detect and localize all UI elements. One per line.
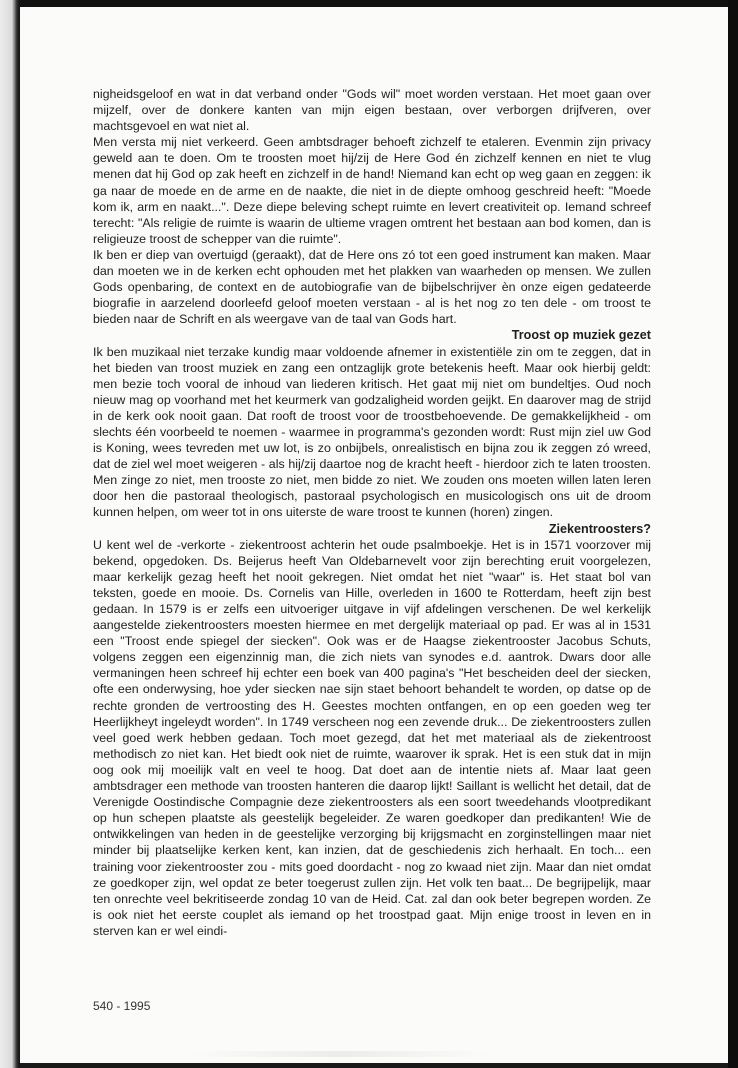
paragraph-music: Ik ben muzikaal niet terzake kundig maar voldoende afnemer in existentiële zin om te zeggen, dat in het bieden van troost muziek en zang een ontzaglijk grote betekenis heeft. Maar ook hierbij geldt: men bezie toch vooral de inhoud van liederen kritisch. Het gaat mij niet om bundeltjes. Oud noch nieuw mag op voorhand met het keurmerk van godzaligheid worden geijkt. En daarover mag de strijd in de kerk ook nooit gaan. Dat rooft de troost voor de troostbehoevende. De gemakkelijkheid - om slechts één voorbeeld te noemen - waarmee in programma's gezonden wordt: Rust mijn ziel uw God is Koning, wees tevreden met uw lot, is zo onbijbels, onrealistisch en bijna zou ik zeggen zó wreed, dat de ziel wel moet weigeren - als hij/zij daartoe nog de kracht heeft - hierdoor zich te laten troosten. Men zinge zo niet, men trooste zo niet, men bidde zo niet. We zouden ons moeten willen laten leren door hen die pastoraal theologisch, pastoraal psychologisch en musicologisch ons uit de droom kunnen helpen, om weer tot in ons uiterste de ware troost te kunnen (horen) zingen.	[93, 344, 651, 520]
section-heading-music: Troost op muziek gezet	[511, 328, 651, 343]
paragraph-conviction: Ik ben er diep van overtuigd (geraakt), dat de Here ons zó tot een goed instrument kan maken. Maar dan moeten we in de kerken echt ophouden met het plakken van waarheden op mensen. We zullen Gods openbaring, de context en de autobiografie van de bijbelschrijver èn onze eigen gedateerde biografie in aarzelend doorleefd geloof moeten verstaan - al is het nog zo ten dele - om troost te bieden naar de Schrift en als weergave van de taal van Gods hart.	[93, 247, 651, 327]
scan-smudge	[190, 1051, 490, 1057]
article-body	[93, 86, 651, 939]
page-number: 540 - 1995	[93, 999, 151, 1013]
section-heading-ziekentroosters: Ziekentroosters?	[548, 521, 651, 536]
paragraph-ziekentroost: U kent wel de -verkorte - ziekentroost achterin het oude psalmboekje. Het is in 1571 voorzover mij bekend, opgedoken. Ds. Beijerus heeft Van Oldebarnevelt voor zijn berechting eruit voorgelezen, maar kerkelijk gezag heeft het nooit gekregen. Niet omdat het niet "waar" is. Het staat bol van teksten, goede en mooie. Ds. Cornelis van Hille, overleden in 1600 te Rotterdam, heeft zijn best gedaan. In 1579 is er zelfs een uitvoeriger uitgave in vijf afdelingen verschenen. De wel kerkelijk aangestelde ziekentroosters moesten hiermee en met dergelijk materiaal op pad. Er was al in 1531 een "Troost ende spiegel der siecken". Ook was er de Haagse ziekentrooster Jacobus Schuts, volgens zeggen een eigenzinnig man, die zich niets van synodes e.d. aantrok. Dwars door alle vermaningen heen schreef hij echter een boek van 400 pagina's "Het bescheiden deel der siecken, ofte een onderwysing, hoe yder siecken nae sijn staet behoort behandelt te worden, op datse op de rechte gronden de vertroosting des H. Geestes mochten ontfangen, en op een goeden weg ter Heerlijkheyt ingeleydt worden". In 1749 verscheen nog een zevende druk... De ziekentroosters zullen veel goed werk hebben gedaan. Toch moet gezegd, dat het met materiaal als de ziekentroost methodisch zo niet kan. Het biedt ook niet de ruimte, waarover ik sprak. Het is een stuk dat in mijn oog ook mij moeilijk valt en veel te hoog. Dat doet aan de intentie niets af. Maar laat geen ambtsdrager een methode van troosten hanteren die daarop lijkt! Saillant is wellicht het detail, dat de Verenigde Oostindische Compagnie deze ziekentroosters als een soort tweedehands vlootpredikant op hun schepen plaatste als geestelijk begeleider. Ze waren goedkoper dan predikanten! Wie de ontwikkelingen van heden in de geestelijke verzorging bij krijgsmacht en zorginstellingen maar niet minder bij plaatselijke kerken kent, kan inzien, dat de geschiedenis zich herhaalt. En toch... een training voor ziekentrooster zou - mits goed doordacht - nog zo kwaad niet zijn. Maar dan niet omdat ze goedkoper zijn, wel opdat ze beter toegerust zullen zijn. Het volk ten baat... De begrijpelijk, maar ten onrechte veel bekritiseerde zondag 10 van de Heid. Cat. zal dan ook beter begrepen worden. Ze is ook niet het eerste couplet als iemand op het troostpad gaat. Mijn enige troost in leven en in sterven kan er wel eindi-	[93, 537, 651, 938]
paragraph-privacy: Men versta mij niet verkeerd. Geen ambtsdrager behoeft zichzelf te etaleren. Evenmin zijn privacy geweld aan te doen. Om te troosten moet hij/zij de Here God én zichzelf kennen en niet te vlug menen dat hij God op zak heeft en zichzelf in de hand! Niemand kan echt op weg gaan en zeggen: ik ga naar de moede en de arme en de naakte, die niet in de diepte omhoog geschreid heeft: "Moede kom ik, arm en naakt...". Deze diepe beleving schept ruimte en levert creativiteit op. Iemand schreef terecht: "Als religie de ruimte is waarin de ultieme vragen omtrent het bestaan aan bod komen, dan is religieuze troost de schepper van die ruimte".	[93, 135, 651, 246]
scan-top-edge	[0, 0, 738, 7]
scan-left-edge	[0, 0, 20, 1068]
paragraph-intro: nigheidsgeloof en wat in dat verband onder "Gods wil" moet worden verstaan. Het moet gaan over mijzelf, over de donkere kanten van mijn eigen bestaan, over verborgen drijfveren, over machtsgevoel en wat niet al.	[93, 87, 651, 134]
scan-right-edge	[728, 0, 738, 1068]
